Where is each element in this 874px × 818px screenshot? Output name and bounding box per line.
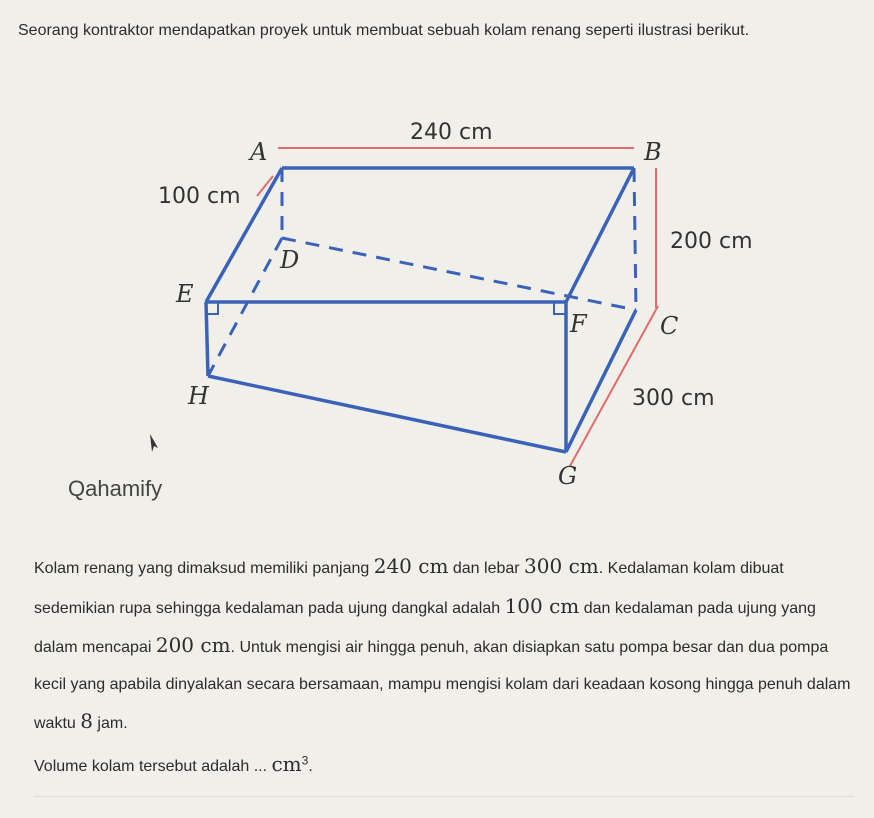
- point-e: E: [176, 280, 194, 308]
- para-text-4: dan kedalaman pada ujung yang dalam mencapai: [34, 599, 816, 656]
- para-text-1: Kolam renang yang dimaksud memiliki panjang: [34, 560, 374, 577]
- para-text-5: . Untuk mengisi air hingga penuh, akan disiapkan satu pompa besar dan dua pompa kecil yang apabila dinyalakan secara bersamaan, mampu mengisi kolam dari keadaan kosong hingga penuh dalam waktu: [34, 639, 851, 732]
- edge-b-c: [634, 168, 636, 310]
- question-line: [34, 752, 313, 776]
- para-text-6: jam.: [92, 715, 128, 732]
- value-length: 240 cm: [373, 554, 449, 578]
- question-text: Volume kolam tersebut adalah ...: [34, 758, 272, 775]
- question-exponent: 3: [301, 753, 309, 768]
- problem-paragraph: [34, 548, 854, 743]
- bottom-divider: [34, 796, 854, 797]
- para-text-3: . Kedalaman kolam dibuat sedemikian rupa sehingga kedalaman pada ujung dangkal adalah: [34, 560, 784, 617]
- edge-d-c: [282, 238, 636, 310]
- point-d: D: [280, 246, 300, 274]
- question-unit: cm: [271, 752, 302, 776]
- label-300: 300 cm: [632, 386, 715, 411]
- label-100: 100 cm: [158, 184, 241, 209]
- point-b: B: [644, 138, 662, 166]
- point-a: A: [250, 138, 268, 166]
- edge-d-h: [208, 238, 282, 376]
- value-width: 300 cm: [524, 554, 599, 578]
- value-shallow-depth: 100 cm: [504, 593, 580, 618]
- edge-b-f: [566, 168, 634, 302]
- point-f: F: [570, 310, 587, 338]
- edge-h-g: [208, 376, 566, 452]
- para-text-2: dan lebar: [448, 560, 525, 577]
- right-angle-f: [554, 302, 566, 314]
- label-240: 240 cm: [410, 120, 493, 145]
- point-h: H: [188, 382, 209, 410]
- point-c: C: [660, 312, 679, 340]
- value-deep-depth: 200 cm: [155, 633, 231, 657]
- cursor-icon: [150, 434, 158, 452]
- watermark-text: Qahamify: [68, 476, 163, 501]
- label-200: 200 cm: [670, 229, 753, 254]
- point-g: G: [558, 462, 578, 490]
- question-tail: .: [308, 758, 313, 775]
- value-hours: 8: [80, 709, 93, 733]
- intro-text: Seorang kontraktor mendapatkan proyek untuk membuat sebuah kolam renang seperti ilustrasi berikut.: [18, 22, 750, 39]
